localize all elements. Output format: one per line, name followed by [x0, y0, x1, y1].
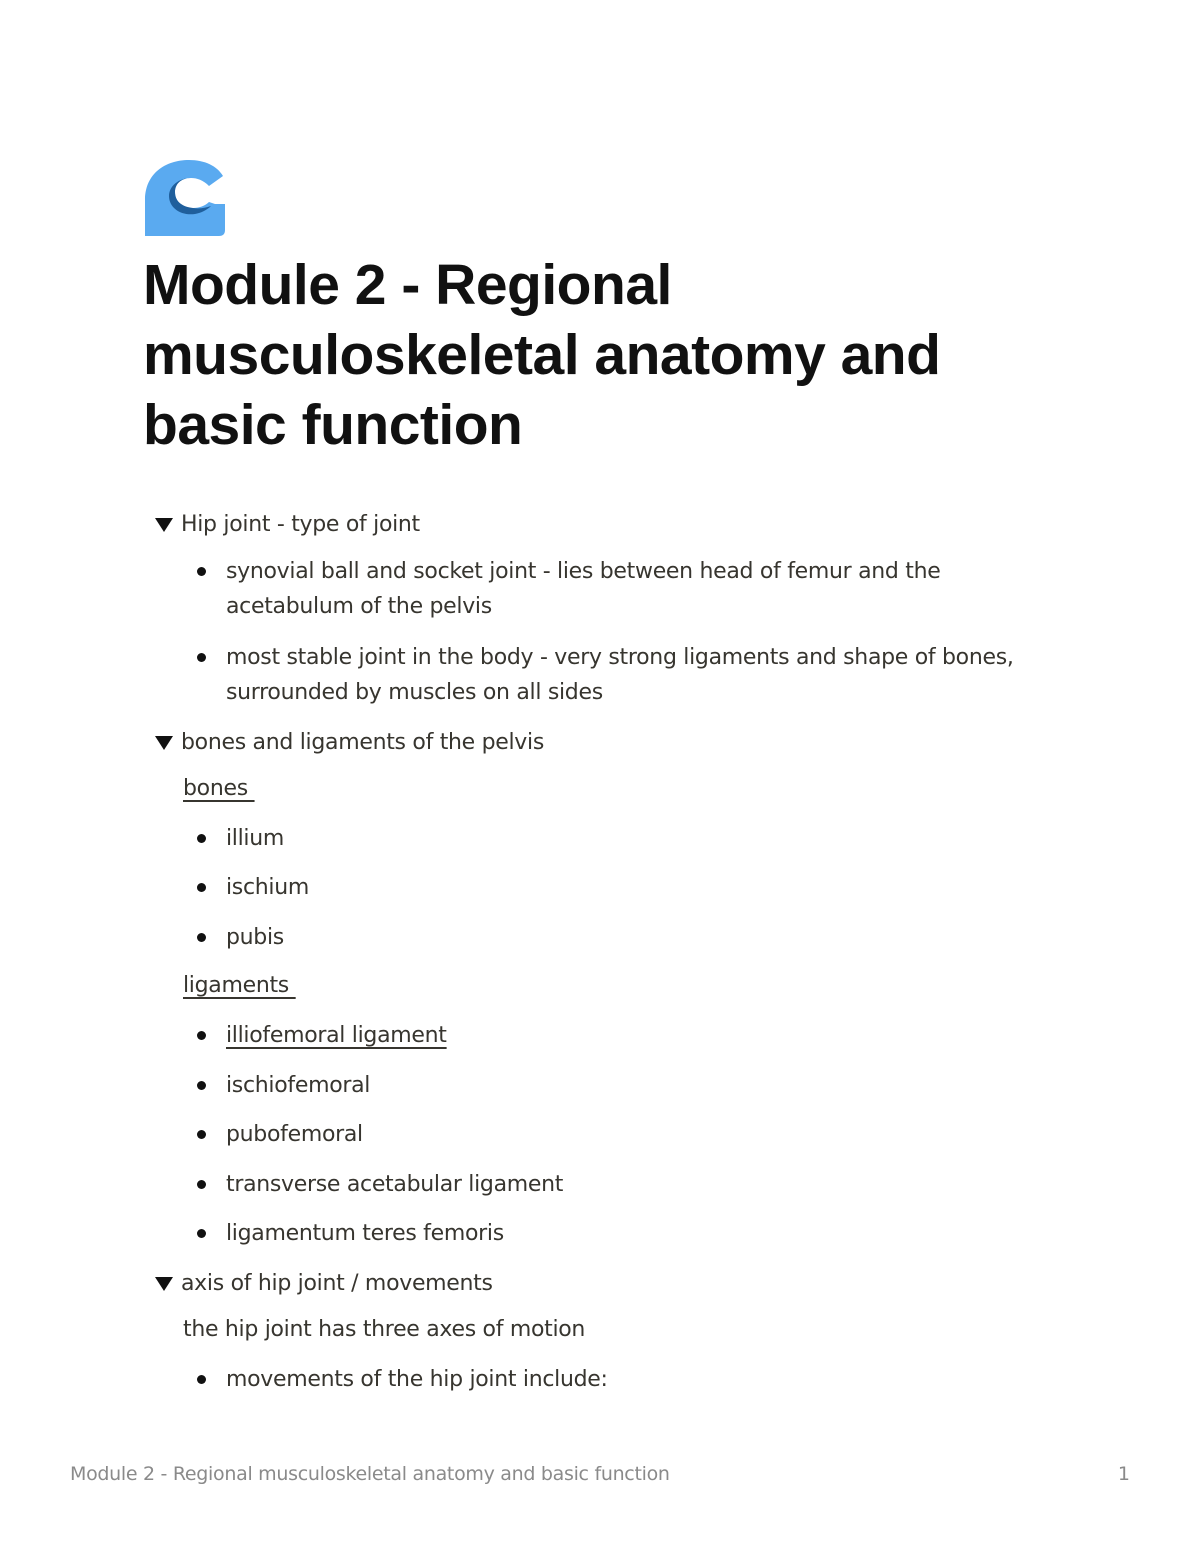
- bullet-icon: [197, 1180, 206, 1189]
- list-item-text: ischiofemoral: [226, 1073, 371, 1098]
- toggle-hip-joint[interactable]: [155, 508, 420, 540]
- list-item-text: illium: [226, 826, 285, 851]
- list-item-text: illiofemoral ligament: [226, 1023, 447, 1048]
- bullet-icon: [197, 1130, 206, 1139]
- list-item-text: pubofemoral: [226, 1122, 363, 1147]
- bullet-icon: [197, 567, 206, 576]
- toggle-bones-ligaments[interactable]: [155, 726, 544, 758]
- paragraph: the hip joint has three axes of motion: [183, 1317, 586, 1342]
- subheading-ligaments: ligaments: [183, 973, 296, 998]
- bullet-icon: [197, 1375, 206, 1384]
- subheading-bones: bones: [183, 776, 255, 801]
- toggle-arrow-icon[interactable]: [155, 1277, 173, 1291]
- bullet-icon: [197, 653, 206, 662]
- toggle-label: Hip joint - type of joint: [181, 511, 420, 537]
- list-item-text: pubis: [226, 925, 284, 950]
- bullet-icon: [197, 834, 206, 843]
- footer-title: Module 2 - Regional musculoskeletal anatomy and basic function: [70, 1463, 670, 1485]
- toggle-arrow-icon[interactable]: [155, 518, 173, 532]
- bullet-icon: [197, 1229, 206, 1238]
- page-number: 1: [1117, 1463, 1130, 1485]
- bullet-icon: [197, 1031, 206, 1040]
- toggle-label: axis of hip joint / movements: [181, 1270, 493, 1296]
- bullet-icon: [197, 1081, 206, 1090]
- page-title: Module 2 - Regional musculoskeletal anatomy and basic function: [143, 253, 941, 457]
- list-item-text: transverse acetabular ligament: [226, 1172, 564, 1197]
- list-item-text: ligamentum teres femoris: [226, 1221, 504, 1246]
- list-item-text: movements of the hip joint include:: [226, 1367, 608, 1392]
- list-item-text: most stable joint in the body - very strong ligaments and shape of bones, surrounded by muscles on all sides: [226, 645, 1014, 705]
- toggle-arrow-icon[interactable]: [155, 736, 173, 750]
- list-item-text: synovial ball and socket joint - lies between head of femur and the acetabulum of the pelvis: [226, 559, 941, 619]
- bullet-icon: [197, 933, 206, 942]
- toggle-axis-movements[interactable]: [155, 1267, 493, 1299]
- bullet-icon: [197, 883, 206, 892]
- toggle-label: bones and ligaments of the pelvis: [181, 729, 545, 755]
- list-item-text: ischium: [226, 875, 309, 900]
- ocean-wave-icon: [143, 160, 227, 238]
